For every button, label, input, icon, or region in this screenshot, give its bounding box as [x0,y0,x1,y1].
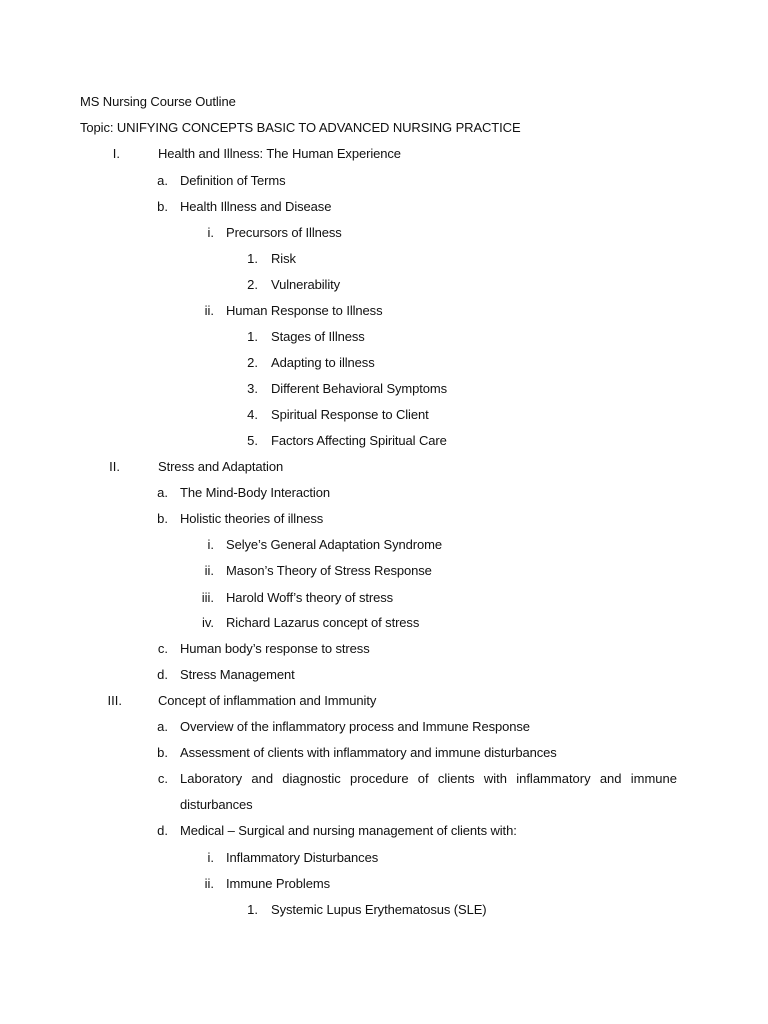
numbered-item-marker: 5. [247,433,258,448]
word: of [417,771,429,786]
list-item: Definition of Terms [180,173,286,188]
document-topic: Topic: UNIFYING CONCEPTS BASIC TO ADVANCED NURSING PRACTICE [80,120,521,135]
list-item-marker: d. [157,667,168,682]
numbered-item-marker: 1. [247,329,258,344]
list-item: Stress Management [180,667,295,682]
list-item: The Mind-Body Interaction [180,485,330,500]
section-heading: Concept of inflammation and Immunity [158,693,377,708]
sub-item: Precursors of Illness [226,225,342,240]
word: and [599,771,622,786]
sub-item: Harold Woff’s theory of stress [226,590,394,605]
numbered-item: Systemic Lupus Erythematosus (SLE) [271,902,487,917]
section-heading: Health and Illness: The Human Experience [158,146,401,161]
sub-item-marker: iii. [201,590,214,605]
justified-list-item-line [180,771,677,787]
sub-item-marker: i. [207,537,214,552]
list-item-marker: a. [157,719,168,734]
section-marker: II. [109,459,120,474]
numbered-item-marker: 2. [247,277,258,292]
numbered-item-marker: 3. [247,381,258,396]
list-item-marker: a. [157,485,168,500]
list-item: Human body’s response to stress [180,641,370,656]
list-item: Assessment of clients with inflammatory and immune disturbances [180,745,557,760]
sub-item: Richard Lazarus concept of stress [226,615,420,630]
sub-item-marker: ii. [204,303,214,318]
numbered-item: Factors Affecting Spiritual Care [271,433,447,448]
numbered-item-marker: 1. [247,902,258,917]
word: diagnostic [282,771,341,786]
list-item: Holistic theories of illness [180,511,324,526]
word: Laboratory [180,771,243,786]
section-heading: Stress and Adaptation [158,459,284,474]
sub-item: Mason’s Theory of Stress Response [226,563,432,578]
sub-item: Immune Problems [226,876,330,891]
list-item-marker: b. [157,199,168,214]
numbered-item: Adapting to illness [271,355,375,370]
sub-item-marker: i. [207,225,214,240]
word: inflammatory [516,771,591,786]
word: clients [437,771,475,786]
list-item: Overview of the inflammatory process and Immune Response [180,719,530,734]
numbered-item: Vulnerability [271,277,341,292]
list-item-marker: d. [157,823,168,838]
word: immune [630,771,677,786]
list-item-continuation: disturbances [180,797,253,812]
list-item: Medical – Surgical and nursing management of clients with: [180,823,517,838]
sub-item-marker: ii. [204,563,214,578]
numbered-item-marker: 2. [247,355,258,370]
section-marker: III. [107,693,122,708]
list-item-marker: a. [157,173,168,188]
list-item: Health Illness and Disease [180,199,332,214]
sub-item-marker: iv. [201,615,214,630]
numbered-item-marker: 4. [247,407,258,422]
sub-item-marker: i. [207,850,214,865]
list-item-marker: c. [157,771,168,786]
sub-item: Inflammatory Disturbances [226,850,379,865]
sub-item: Selye’s General Adaptation Syndrome [226,537,442,552]
list-item-marker: c. [157,641,168,656]
list-item-marker: b. [157,511,168,526]
numbered-item: Risk [271,251,296,266]
numbered-item: Different Behavioral Symptoms [271,381,448,396]
list-item-marker: b. [157,745,168,760]
numbered-item: Spiritual Response to Client [271,407,429,422]
numbered-item: Stages of Illness [271,329,365,344]
word: with [483,771,507,786]
sub-item: Human Response to Illness [226,303,383,318]
document-title: MS Nursing Course Outline [80,94,236,109]
word: procedure [350,771,409,786]
numbered-item-marker: 1. [247,251,258,266]
section-marker: I. [112,146,120,161]
word: and [251,771,274,786]
sub-item-marker: ii. [204,876,214,891]
